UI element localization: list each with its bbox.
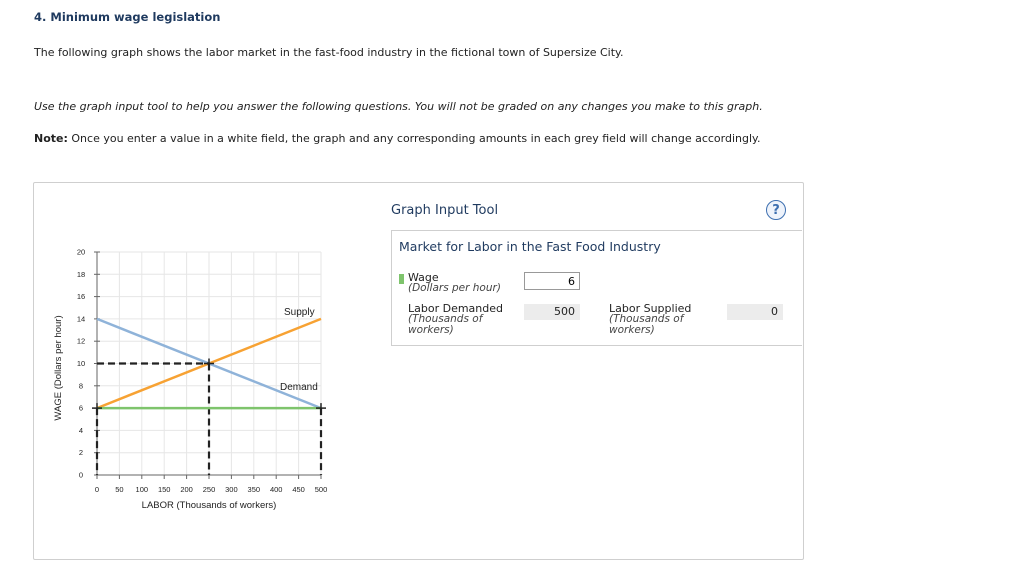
x-tick-label: 150	[157, 485, 171, 494]
market-title: Market for Labor in the Fast Food Industry	[399, 239, 661, 254]
labor-demanded-label: Labor Demanded	[408, 302, 503, 315]
graph-input-tool-title: Graph Input Tool	[391, 203, 499, 218]
y-tick-label: 0	[78, 470, 84, 480]
y-tick-label: 8	[78, 381, 84, 391]
labor-supplied-unit-2: workers)	[609, 324, 655, 336]
y-axis-label: WAGE (Dollars per hour)	[53, 315, 64, 421]
wage-unit: (Dollars per hour)	[408, 282, 501, 294]
x-tick-label: 200	[180, 485, 193, 494]
x-tick-label: 0	[94, 485, 100, 494]
labor-supplied-unit-1: (Thousands of	[609, 313, 684, 325]
x-tick-label: 300	[225, 485, 238, 494]
wage-label: Wage	[408, 271, 439, 284]
chart-ticks	[77, 248, 327, 495]
x-tick-label: 50	[115, 485, 124, 494]
note-label: Note:	[34, 132, 68, 145]
wage-swatch	[399, 274, 404, 284]
help-icon[interactable]: ?	[766, 200, 786, 220]
note-body: Once you enter a value in a white field, the graph and any corresponding amounts in each grey field will change accordingly.	[67, 132, 761, 145]
x-tick-label: 400	[269, 485, 283, 494]
note-text	[34, 132, 760, 145]
instruction-text: Use the graph input tool to help you answer the following questions. You will not be graded on any changes you make to this graph.	[34, 100, 763, 113]
labor-supplied-value: 0	[727, 304, 783, 320]
labor-supplied-label: Labor Supplied	[609, 302, 692, 315]
supply-label: Supply	[284, 307, 315, 318]
x-tick-label: 250	[202, 485, 216, 494]
demand-label: Demand	[280, 382, 318, 393]
y-tick-label: 4	[78, 425, 84, 435]
y-tick-label: 2	[78, 448, 84, 458]
x-tick-label: 100	[135, 485, 149, 494]
y-tick-label: 18	[76, 269, 86, 279]
x-tick-label: 500	[314, 485, 328, 494]
y-tick-label: 10	[76, 359, 86, 368]
labor-market-chart[interactable]	[40, 240, 380, 580]
y-tick-label: 14	[76, 314, 86, 324]
labor-demanded-unit-1: (Thousands of	[408, 313, 483, 325]
x-tick-label: 450	[292, 485, 305, 494]
question-intro: The following graph shows the labor market in the fast-food industry in the fictional town of Supersize City.	[34, 46, 624, 59]
y-tick-label: 16	[76, 292, 86, 302]
labor-demanded-value: 500	[524, 304, 580, 320]
y-tick-label: 12	[76, 336, 86, 346]
question-title: 4. Minimum wage legislation	[34, 10, 221, 24]
wage-input[interactable]	[524, 272, 580, 290]
y-tick-label: 6	[78, 403, 84, 413]
x-axis-label: LABOR (Thousands of workers)	[141, 500, 277, 511]
labor-demanded-unit-2: workers)	[408, 324, 454, 336]
x-tick-label: 350	[247, 485, 261, 494]
y-tick-label: 20	[76, 247, 86, 257]
